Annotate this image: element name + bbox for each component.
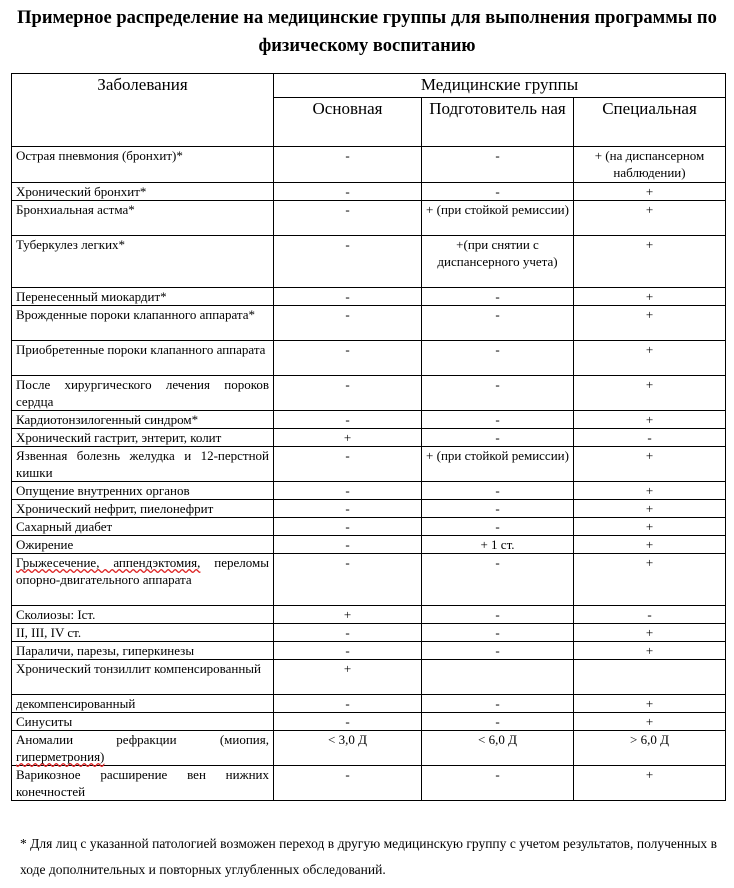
cell-group-basic: - (274, 236, 422, 288)
cell-disease: Параличи, парезы, гиперкинезы (12, 642, 274, 660)
header-group-special: Специальная (574, 98, 726, 147)
spellcheck-underline: Грыжесечение, аппендэктомия, (16, 555, 201, 570)
cell-group-basic: + (274, 429, 422, 447)
cell-group-preparatory (422, 660, 574, 695)
cell-disease: Ожирение (12, 536, 274, 554)
header-medical-groups: Медицинские группы (274, 74, 726, 98)
cell-group-basic: - (274, 447, 422, 482)
cell-disease: Синуситы (12, 713, 274, 731)
cell-disease: Перенесенный миокардит* (12, 288, 274, 306)
cell-disease: Приобретенные пороки клапанного аппарата (12, 341, 274, 376)
header-group-preparatory: Подготовитель ная (422, 98, 574, 147)
cell-group-basic: - (274, 376, 422, 411)
cell-group-preparatory: - (422, 306, 574, 341)
cell-disease: Хронический бронхит* (12, 183, 274, 201)
cell-group-special: + (574, 713, 726, 731)
cell-group-basic: - (274, 183, 422, 201)
cell-group-special: + (574, 341, 726, 376)
cell-group-special: + (574, 183, 726, 201)
cell-group-special: + (574, 766, 726, 801)
table-header-row (12, 74, 726, 98)
cell-group-special: + (574, 411, 726, 429)
cell-group-basic: - (274, 482, 422, 500)
header-group-basic: Основная (274, 98, 422, 147)
cell-disease: Острая пневмония (бронхит)* (12, 147, 274, 183)
footnote: * Для лиц с указанной патологией возможен переход в другую медицинскую группу с учетом результатов, полученных в ходе дополнительных и повторных углубленных обследований. (20, 836, 717, 877)
cell-disease: Аномалии рефракции (миопия, гиперметрония) (12, 731, 274, 766)
cell-group-preparatory: +(при снятии с диспансерного учета) (422, 236, 574, 288)
cell-group-preparatory: < 6,0 Д (422, 731, 574, 766)
table-row (12, 536, 726, 554)
cell-group-preparatory: - (422, 695, 574, 713)
cell-group-special: + (574, 376, 726, 411)
cell-group-preparatory: - (422, 288, 574, 306)
cell-group-preparatory: + 1 ст. (422, 536, 574, 554)
cell-group-basic: < 3,0 Д (274, 731, 422, 766)
cell-disease: Бронхиальная астма* (12, 201, 274, 236)
cell-group-basic: - (274, 288, 422, 306)
table-row (12, 482, 726, 500)
cell-disease: Грыжесечение, аппендэктомия, переломы опорно-двигательного аппарата (12, 554, 274, 606)
cell-group-special: + (574, 500, 726, 518)
cell-group-special (574, 660, 726, 695)
table-row (12, 766, 726, 801)
cell-group-special: + (на диспансерном наблюдении) (574, 147, 726, 183)
cell-group-preparatory: - (422, 376, 574, 411)
cell-disease: Врожденные пороки клапанного аппарата* (12, 306, 274, 341)
document-title: Примерное распределение на медицинские группы для выполнения программы по физическому воспитанию (17, 8, 717, 56)
cell-group-basic: - (274, 766, 422, 801)
cell-group-special: + (574, 518, 726, 536)
cell-disease: Сахарный диабет (12, 518, 274, 536)
table-row (12, 731, 726, 766)
cell-group-basic: + (274, 660, 422, 695)
cell-disease: Хронический тонзиллит компенсированный (12, 660, 274, 695)
cell-group-basic: - (274, 695, 422, 713)
cell-group-special: + (574, 624, 726, 642)
cell-disease: Хронический нефрит, пиелонефрит (12, 500, 274, 518)
cell-group-preparatory: - (422, 183, 574, 201)
cell-group-special: - (574, 606, 726, 624)
cell-group-special: - (574, 429, 726, 447)
medical-groups-table (11, 73, 726, 801)
cell-group-preparatory: - (422, 429, 574, 447)
table-row (12, 341, 726, 376)
table-row (12, 306, 726, 341)
cell-group-basic: - (274, 201, 422, 236)
cell-group-basic: - (274, 500, 422, 518)
table-row (12, 642, 726, 660)
cell-disease: Сколиозы: Iст. (12, 606, 274, 624)
cell-disease: Язвенная болезнь желудка и 12-перстной кишки (12, 447, 274, 482)
cell-group-basic: - (274, 713, 422, 731)
table-row (12, 201, 726, 236)
table-row (12, 606, 726, 624)
table-row (12, 624, 726, 642)
cell-group-preparatory: + (при стойкой ремиссии) (422, 447, 574, 482)
cell-disease: После хирургического лечения пороков сердца (12, 376, 274, 411)
cell-group-basic: - (274, 642, 422, 660)
table-row (12, 411, 726, 429)
cell-disease: декомпенсированный (12, 695, 274, 713)
cell-group-basic: - (274, 306, 422, 341)
cell-group-basic: - (274, 624, 422, 642)
table-row (12, 447, 726, 482)
cell-group-preparatory: - (422, 624, 574, 642)
table-row (12, 288, 726, 306)
cell-group-preparatory: - (422, 147, 574, 183)
table-row (12, 713, 726, 731)
cell-group-preparatory: - (422, 482, 574, 500)
cell-group-preparatory: - (422, 411, 574, 429)
cell-group-special: + (574, 695, 726, 713)
cell-group-preparatory: - (422, 500, 574, 518)
cell-group-preparatory: - (422, 518, 574, 536)
cell-group-special: + (574, 236, 726, 288)
cell-disease: Варикозное расширение вен нижних конечностей (12, 766, 274, 801)
spellcheck-underline: гиперметрония) (16, 749, 105, 764)
cell-group-basic: - (274, 411, 422, 429)
cell-group-preparatory: - (422, 642, 574, 660)
cell-group-basic: - (274, 554, 422, 606)
table-row (12, 183, 726, 201)
cell-group-special: + (574, 536, 726, 554)
cell-group-special: + (574, 482, 726, 500)
cell-disease: Хронический гастрит, энтерит, колит (12, 429, 274, 447)
cell-group-preparatory: - (422, 554, 574, 606)
header-diseases: Заболевания (12, 74, 274, 147)
cell-disease: II, III, IV ст. (12, 624, 274, 642)
cell-group-special: > 6,0 Д (574, 731, 726, 766)
table-row (12, 660, 726, 695)
table-row (12, 429, 726, 447)
cell-group-special: + (574, 201, 726, 236)
table-row (12, 695, 726, 713)
cell-group-basic: - (274, 341, 422, 376)
cell-group-basic: + (274, 606, 422, 624)
cell-disease: Кардиотонзилогенный синдром* (12, 411, 274, 429)
cell-group-preparatory: - (422, 341, 574, 376)
cell-disease: Опущение внутренних органов (12, 482, 274, 500)
cell-disease: Туберкулез легких* (12, 236, 274, 288)
cell-group-basic: - (274, 536, 422, 554)
table-row (12, 147, 726, 183)
cell-group-preparatory: - (422, 606, 574, 624)
table-row (12, 376, 726, 411)
cell-group-special: + (574, 554, 726, 606)
cell-group-special: + (574, 288, 726, 306)
cell-group-preparatory: - (422, 713, 574, 731)
cell-group-special: + (574, 642, 726, 660)
table-row (12, 554, 726, 606)
cell-group-special: + (574, 447, 726, 482)
cell-group-special: + (574, 306, 726, 341)
cell-group-basic: - (274, 147, 422, 183)
cell-group-basic: - (274, 518, 422, 536)
table-row (12, 500, 726, 518)
table-row (12, 236, 726, 288)
cell-group-preparatory: + (при стойкой ремиссии) (422, 201, 574, 236)
cell-group-preparatory: - (422, 766, 574, 801)
table-body (12, 147, 726, 801)
table-row (12, 518, 726, 536)
